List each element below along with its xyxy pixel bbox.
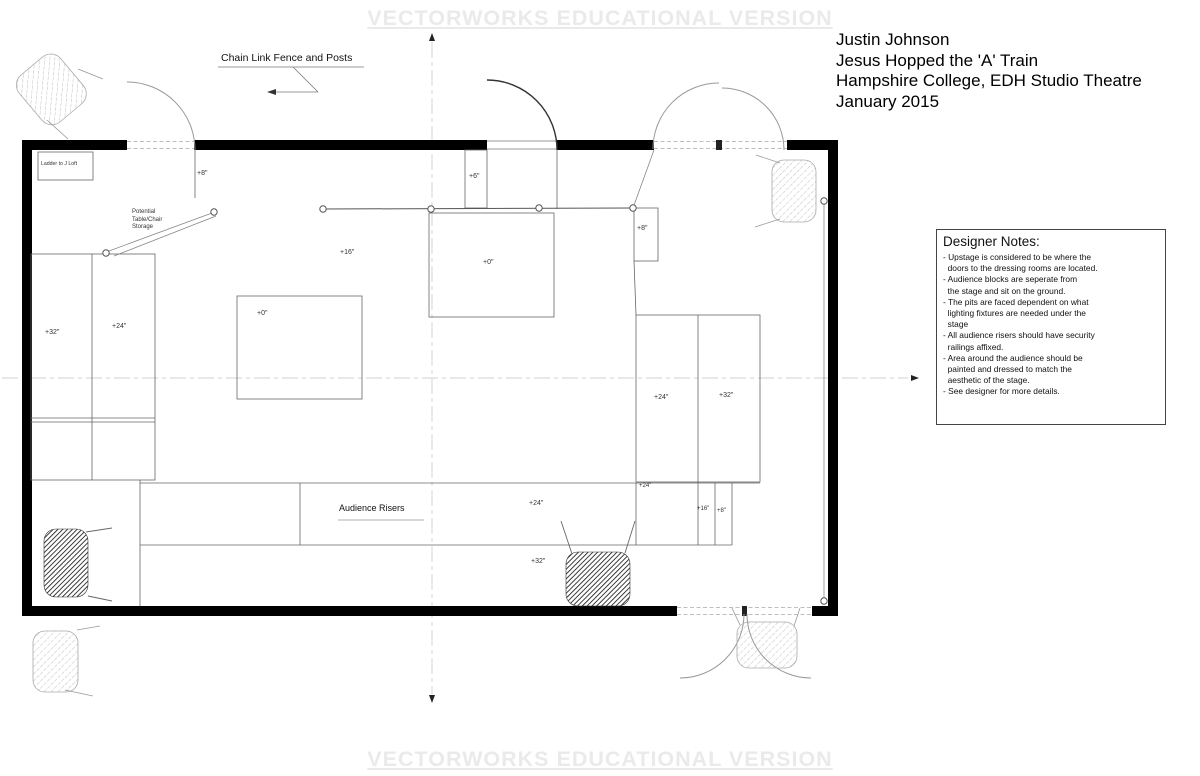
armchair-bottom-right-outside	[732, 608, 800, 668]
designer-note: railings affixed.	[943, 341, 1004, 352]
fence-posts	[103, 198, 827, 604]
audience-risers-label: Audience Risers	[339, 503, 405, 513]
elevation-label: +6"	[469, 173, 480, 180]
designer-note: doors to the dressing rooms are located.	[943, 263, 1098, 274]
designer-note: aesthetic of the stage.	[943, 375, 1030, 386]
ladder-to-loft-label: Ladder to J Loft	[41, 161, 78, 167]
door-opening-center	[487, 141, 557, 149]
vectorworks-watermark-top: VECTORWORKS EDUCATIONAL VERSION	[367, 6, 833, 30]
designer-note: - See designer for more details.	[943, 386, 1060, 397]
designer-note: - Area around the audience should be	[943, 352, 1083, 363]
designer-notes-title: Designer Notes:	[943, 234, 1040, 249]
door-swing-arcs	[127, 80, 811, 678]
designer-note: stage	[943, 319, 969, 330]
elevation-label: +8"	[717, 508, 726, 514]
designer-name: Justin Johnson	[836, 30, 950, 49]
designer-note: lighting fixtures are needed under the	[943, 308, 1086, 319]
chain-link-fence	[109, 150, 824, 600]
step-plus8	[634, 208, 658, 261]
elevation-label: +32"	[45, 329, 60, 336]
storage-label-line: Potential	[132, 209, 156, 215]
designer-note: - Audience blocks are seperate from	[943, 274, 1078, 285]
armchair-stage-center-dark	[561, 521, 635, 606]
designer-note: - All audience risers should have security	[943, 330, 1095, 341]
elevation-label: +24"	[639, 483, 652, 489]
designer-notes-box	[936, 229, 1166, 425]
show-title: Jesus Hopped the 'A' Train	[836, 50, 1039, 70]
elevation-label: +16"	[340, 249, 355, 256]
elevation-label: +24"	[654, 394, 669, 401]
elevation-label: +0"	[257, 310, 268, 317]
leader-arrowhead	[267, 89, 276, 95]
chain-link-fence-label: Chain Link Fence and Posts	[221, 52, 353, 64]
elevation-label: +24"	[112, 323, 127, 330]
audience-risers-structure	[140, 480, 760, 606]
armchair-stage-left-dark	[44, 528, 112, 601]
platform-zero-left	[237, 296, 362, 399]
storage-label-line: Table/Chair	[132, 216, 163, 223]
centerlines	[2, 42, 908, 694]
elevation-label: +32"	[719, 392, 734, 399]
elevation-label: +8"	[197, 170, 208, 177]
storage-label-line: Storage	[132, 224, 154, 230]
designer-note: - Upstage is considered to be where the	[943, 252, 1092, 262]
designer-note: painted and dressed to match the	[943, 364, 1072, 375]
elevation-label: +24"	[529, 500, 544, 507]
centerline-arrows	[429, 33, 919, 703]
title-block	[836, 30, 1142, 112]
chain-link-leader	[218, 67, 364, 95]
designer-note: - The pits are faced dependent on what	[943, 296, 1089, 307]
elevation-label: +32"	[531, 558, 546, 565]
armchair-top-right	[755, 155, 816, 227]
armchair-bottom-left-outside	[33, 626, 100, 696]
audience-block-left	[31, 254, 155, 480]
elevation-label: +16"	[697, 506, 710, 512]
vectorworks-watermark-bottom: VECTORWORKS EDUCATIONAL VERSION	[367, 747, 833, 771]
fence-gate-line	[114, 216, 216, 256]
designer-note: the stage and sit on the ground.	[943, 285, 1066, 296]
elevation-label: +8"	[637, 225, 648, 232]
elevation-label: +0"	[483, 259, 494, 266]
date: January 2015	[836, 91, 940, 111]
storage-label	[132, 209, 162, 232]
venue: Hampshire College, EDH Studio Theatre	[836, 71, 1142, 90]
armchair-top-left	[11, 49, 103, 139]
